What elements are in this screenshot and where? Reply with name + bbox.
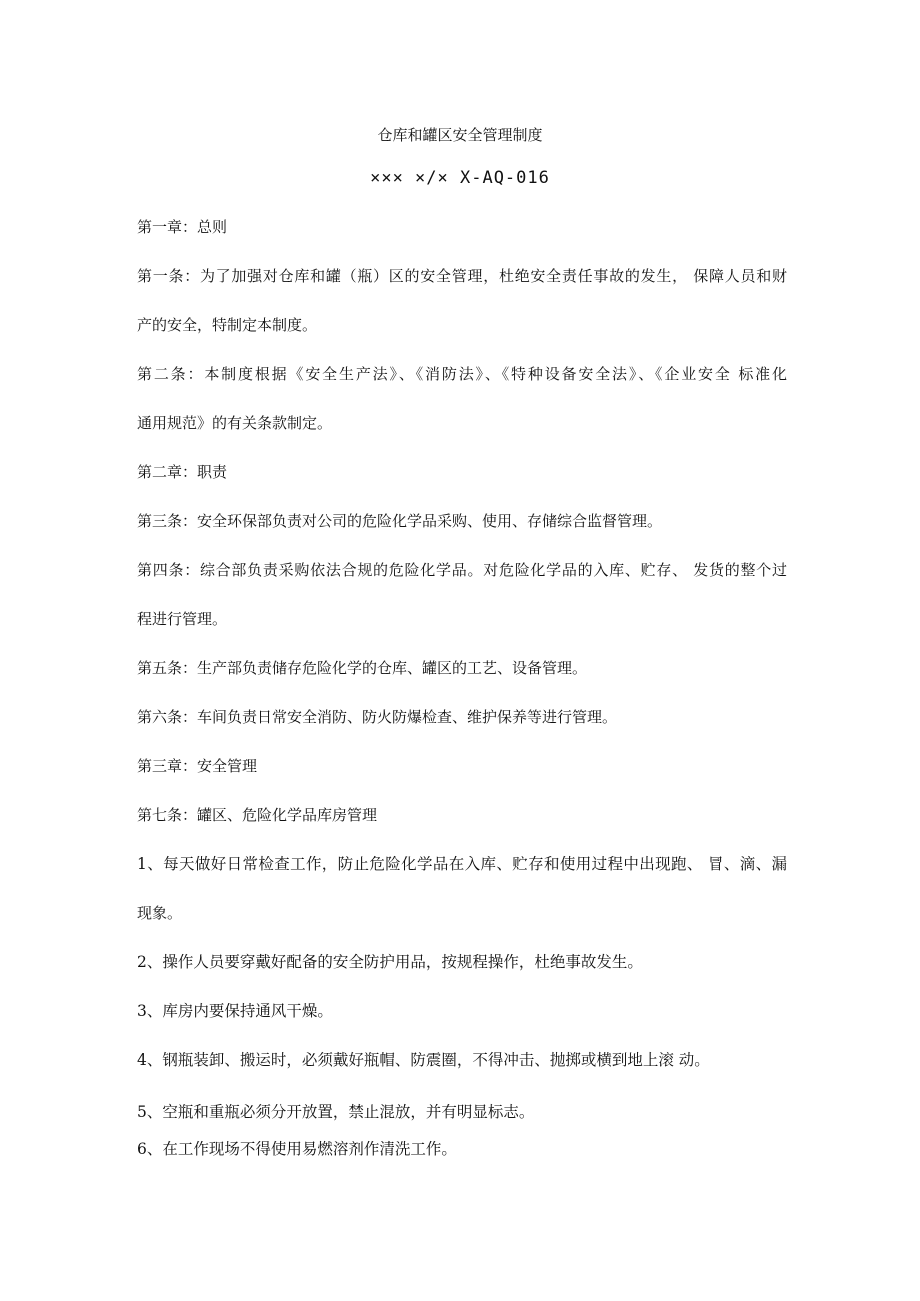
paragraph-line: 通用规范》的有关条款制定。 [137,414,333,432]
document-title: 仓库和罐区安全管理制度 [377,126,543,144]
chapter-heading: 第三章：安全管理 [137,757,258,775]
list-item: 现象。 [137,904,183,922]
list-item: 4、钢瓶装卸、搬运时，必须戴好瓶帽、防震圈，不得冲击、抛掷或横到地上滚 动。 [137,1051,710,1069]
paragraph-line: 第二条：本制度根据《安全生产法》、《消防法》、《特种设备安全法》、《企业安全 标准化 [137,365,787,383]
list-item: 3、库房内要保持通风干燥。 [137,1002,333,1020]
document-code: ××× ×/× X-AQ-016 [370,168,550,188]
paragraph-line: 第五条：生产部负责储存危险化学的仓库、罐区的工艺、设备管理。 [137,659,588,677]
list-item: 1、每天做好日常检查工作，防止危险化学品在入库、贮存和使用过程中出现跑、 冒、滴、漏 [137,855,787,873]
chapter-heading: 第一章：总则 [137,218,228,236]
chapter-heading: 第二章：职责 [137,463,228,481]
list-item: 2、操作人员要穿戴好配备的安全防护用品，按规程操作，杜绝事故发生。 [137,953,643,971]
paragraph-line: 第三条：安全环保部负责对公司的危险化学品采购、使用、存储综合监督管理。 [137,512,663,530]
list-item: 5、空瓶和重瓶必须分开放置，禁止混放，并有明显标志。 [137,1103,535,1121]
paragraph-line: 程进行管理。 [137,610,228,628]
paragraph-line: 第六条：车间负责日常安全消防、防火防爆检查、维护保养等进行管理。 [137,708,618,726]
paragraph-line: 第七条：罐区、危险化学品库房管理 [137,806,378,824]
list-item: 6、在工作现场不得使用易燃溶剂作清洗工作。 [137,1140,457,1158]
paragraph-line: 产的安全，特制定本制度。 [137,316,318,334]
paragraph-line: 第四条：综合部负责采购依法合规的危险化学品。对危险化学品的入库、贮存、 发货的整个过 [137,561,787,579]
paragraph-line: 第一条：为了加强对仓库和罐（瓶）区的安全管理，杜绝安全责任事故的发生， 保障人员和财 [137,267,787,285]
